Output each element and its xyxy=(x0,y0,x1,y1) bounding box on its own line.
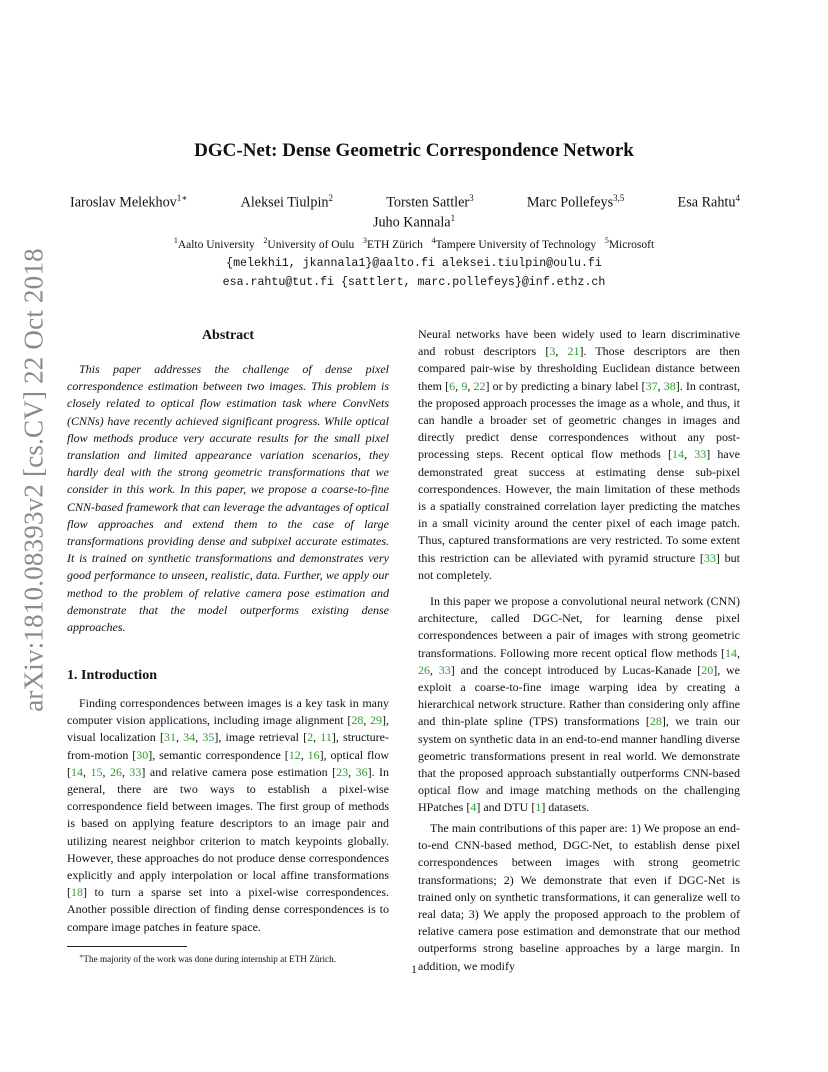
text-run: , xyxy=(684,447,695,462)
text-run: ] or by predicting a binary label [ xyxy=(485,378,646,393)
citation-link[interactable]: 14 xyxy=(71,764,83,779)
citation-link[interactable]: 22 xyxy=(473,378,486,393)
text-run: ] to turn a sparse set into a pixel-wise correspondences. Another possible direction of finding dense correspondences is to compare image patches in feature space. xyxy=(67,885,389,934)
citation-link[interactable]: 38 xyxy=(663,378,676,393)
citation-link[interactable]: 33 xyxy=(703,550,716,565)
author-list xyxy=(70,193,740,212)
citation-link[interactable]: 12 xyxy=(288,747,301,762)
text-run: , xyxy=(195,730,203,745)
citation-link[interactable]: 14 xyxy=(725,645,737,660)
author: Esa Rahtu$^4$ xyxy=(677,193,740,211)
text-run: , xyxy=(455,378,462,393)
text-run: ]. In contrast, the proposed approach processes the image as a whole, and thus, it can handle a broader set of geometric changes in images and directly predict dense correspondences without any post-processing steps. Recent optical flow methods [ xyxy=(418,378,741,462)
text-run: In this paper we propose a convolutional neural network (CNN) architecture, called DGC-Net, for learning dense pixel correspondences between a pair of images with strong geometric transformations. Following more recent optical flow methods [ xyxy=(418,594,740,660)
text-run: ], we exploit a coarse-to-fine image warping idea by creating a hierarchical network structure. Rather than considering only affine and thin-plate spline (TPS) transformations [ xyxy=(418,662,740,729)
citation-link[interactable]: 28 xyxy=(649,714,662,729)
text-run: ], we train our system on synthetic data in an end-to-end manner handling diverse geometric transformations present in real world. We demonstrate that the proposed approach substantially outperforms CNN-based optical flow and image matching methods on the challenging HPatches [ xyxy=(418,714,740,815)
text-run: , xyxy=(555,344,568,359)
citation-link[interactable]: 1 xyxy=(535,800,542,815)
citation-link[interactable]: 3 xyxy=(549,344,556,359)
text-run: ] and the concept introduced by Lucas-Kanade [ xyxy=(450,662,702,677)
citation-link[interactable]: 16 xyxy=(307,747,320,762)
citation-link[interactable]: 33 xyxy=(694,447,707,462)
text-run: Neural networks have been widely used to learn discriminative and robust descriptors [ xyxy=(418,327,740,359)
text-run: ], image retrieval [ xyxy=(214,730,308,745)
text-run: , xyxy=(348,764,356,779)
text-run: , xyxy=(313,730,321,745)
section-heading: 1. Introduction xyxy=(67,668,157,683)
text-run: ] datasets. xyxy=(541,800,590,815)
text-run: , xyxy=(657,378,664,393)
citation-link[interactable]: 28 xyxy=(351,713,364,728)
citation-link[interactable]: 20 xyxy=(701,662,714,677)
citation-link[interactable]: 6 xyxy=(449,378,456,393)
citation-link[interactable]: 4 xyxy=(470,800,477,815)
citation-link[interactable]: 37 xyxy=(645,378,658,393)
body-paragraph xyxy=(418,326,740,584)
abstract-heading: Abstract xyxy=(201,328,255,343)
text-run: , xyxy=(83,764,91,779)
citation-link[interactable]: 31 xyxy=(163,730,176,745)
email-line: esa.rahtu@tut.fi {sattlert, marc.pollefeys}@inf.ethz.ch xyxy=(222,276,606,289)
text-run: , xyxy=(467,378,474,393)
citation-link[interactable]: 30 xyxy=(136,747,149,762)
text-run: ] and DTU [ xyxy=(476,800,536,815)
author: Marc Pollefeys$^{3,5}$ xyxy=(526,193,625,211)
author: Iaroslav Melekhov$^{1∗}$ xyxy=(70,193,188,211)
paper-title: DGC-Net: Dense Geometric Correspondence Network xyxy=(194,140,634,161)
author: Torsten Sattler$^3$ xyxy=(386,193,474,211)
text-run: ], optical flow [ xyxy=(67,747,390,779)
citation-link[interactable]: 2 xyxy=(307,730,314,745)
text-run: Finding correspondences between images is a key task in many computer vision applications, including image alignment [ xyxy=(67,696,389,728)
body-paragraph xyxy=(418,593,740,817)
citation-link[interactable]: 26 xyxy=(109,764,122,779)
author-last: Juho Kannala$^1$ xyxy=(372,213,456,231)
text-run: , xyxy=(300,747,308,762)
text-run: , xyxy=(102,764,110,779)
text-run: ], structure-from-motion [ xyxy=(67,730,390,762)
citation-link[interactable]: 26 xyxy=(418,662,430,677)
affiliations: $^1$Aalto University $^2$University of Oulu $^3$ETH Zürich $^4$Tampere University of Technology $^5$Microsoft xyxy=(173,236,655,251)
citation-link[interactable]: 36 xyxy=(355,764,368,779)
arxiv-stamp xyxy=(14,248,54,712)
citation-link[interactable]: 34 xyxy=(183,730,196,745)
citation-link[interactable]: 15 xyxy=(90,764,103,779)
page-number: 1 xyxy=(411,962,417,976)
citation-link[interactable]: 21 xyxy=(567,344,580,359)
text-run: , xyxy=(737,645,740,660)
citation-link[interactable]: 11 xyxy=(320,730,332,745)
email-line: {melekhi1, jkannala1}@aalto.fi aleksei.tiulpin@oulu.fi xyxy=(226,257,602,270)
abstract-text: This paper addresses the challenge of dense pixel correspondence estimation between two images. This problem is closely related to optical flow estimation task where ConvNets (CNNs) have recently achieved significant progress. While optical flow methods produce very accurate results for the small pixel translation and limited appearance variation scenarios, they hardly deal with the strong geometric transformations that we consider in this work. In this paper, we propose a coarse-to-fine CNN-based framework that can leverage the advantages of optical flow approaches and extend them to the case of large transformations providing dense and subpixel accurate estimates. It is trained on synthetic transformations and demonstrates very good performance to unseen, realistic, data. Further, we apply our method to the problem of relative camera pose estimation and demonstrate that the model outperforms existing dense approaches. xyxy=(67,362,389,635)
body-paragraph xyxy=(418,820,740,975)
text-run: ]. In general, there are two ways to establish a pixel-wise correspondence field between images. The first group of methods is based on applying feature descriptors to an image pair and utilizing nearest neighbor criterion to match keypoints globally. However, these approaches do not produce dense correspondences explicitly and apply interpolation or local affine transformations [ xyxy=(67,764,390,900)
text-run: ]. Those descriptors are then compared pair-wise by thresholding Euclidean distance between them [ xyxy=(418,344,740,393)
text-run: ], semantic correspondence [ xyxy=(148,747,289,762)
citation-link[interactable]: 23 xyxy=(336,764,349,779)
text-run: ] but not completely. xyxy=(418,550,740,582)
citation-link[interactable]: 35 xyxy=(202,730,215,745)
text-run: , xyxy=(175,730,184,745)
citation-link[interactable]: 33 xyxy=(438,662,451,677)
citation-link[interactable]: 33 xyxy=(129,764,142,779)
citation-link[interactable]: 29 xyxy=(370,713,383,728)
arxiv-stamp-text: arXiv:1810.08393v2 [cs.CV] 22 Oct 2018 xyxy=(18,248,49,712)
text-run: , xyxy=(363,713,371,728)
author: Aleksei Tiulpin$^2$ xyxy=(240,193,333,211)
text-run: , xyxy=(430,662,439,677)
text-run: ] and relative camera pose estimation [ xyxy=(141,764,337,779)
citation-link[interactable]: 18 xyxy=(71,885,83,900)
footnote-rule xyxy=(67,946,187,947)
text-run: The main contributions of this paper are: 1) We propose an end-to-end CNN-based method, DGC-Net, to establish dense pixel correspondences between images with strong geometric transformations; 2) We demonstrate that even if DGC-Net is trained only on synthetic transformations, it can generalize well to real data; 3) We apply the proposed approach to the problem of relative camera pose estimation and demonstrate that our method outperforms strong baseline approaches by a large margin. In addition, we modify xyxy=(418,821,740,973)
text-run: , xyxy=(121,764,130,779)
intro-paragraph xyxy=(67,695,389,936)
citation-link[interactable]: 9 xyxy=(461,378,468,393)
text-run: ] have demonstrated great success at estimating dense sub-pixel correspondences. However, the main limitation of these methods is a spatially constrained correlation layer predicting the matches in a small vicinity around the center pixel of each image patch. Thus, captured transformations are very restricted. To some extent this restriction can be alleviated with pyramid structure [ xyxy=(418,447,741,565)
footnote: ∗The majority of the work was done during internship at ETH Zürich. xyxy=(79,953,337,965)
citation-link[interactable]: 14 xyxy=(672,447,684,462)
text-run: ], visual localization [ xyxy=(67,713,390,745)
